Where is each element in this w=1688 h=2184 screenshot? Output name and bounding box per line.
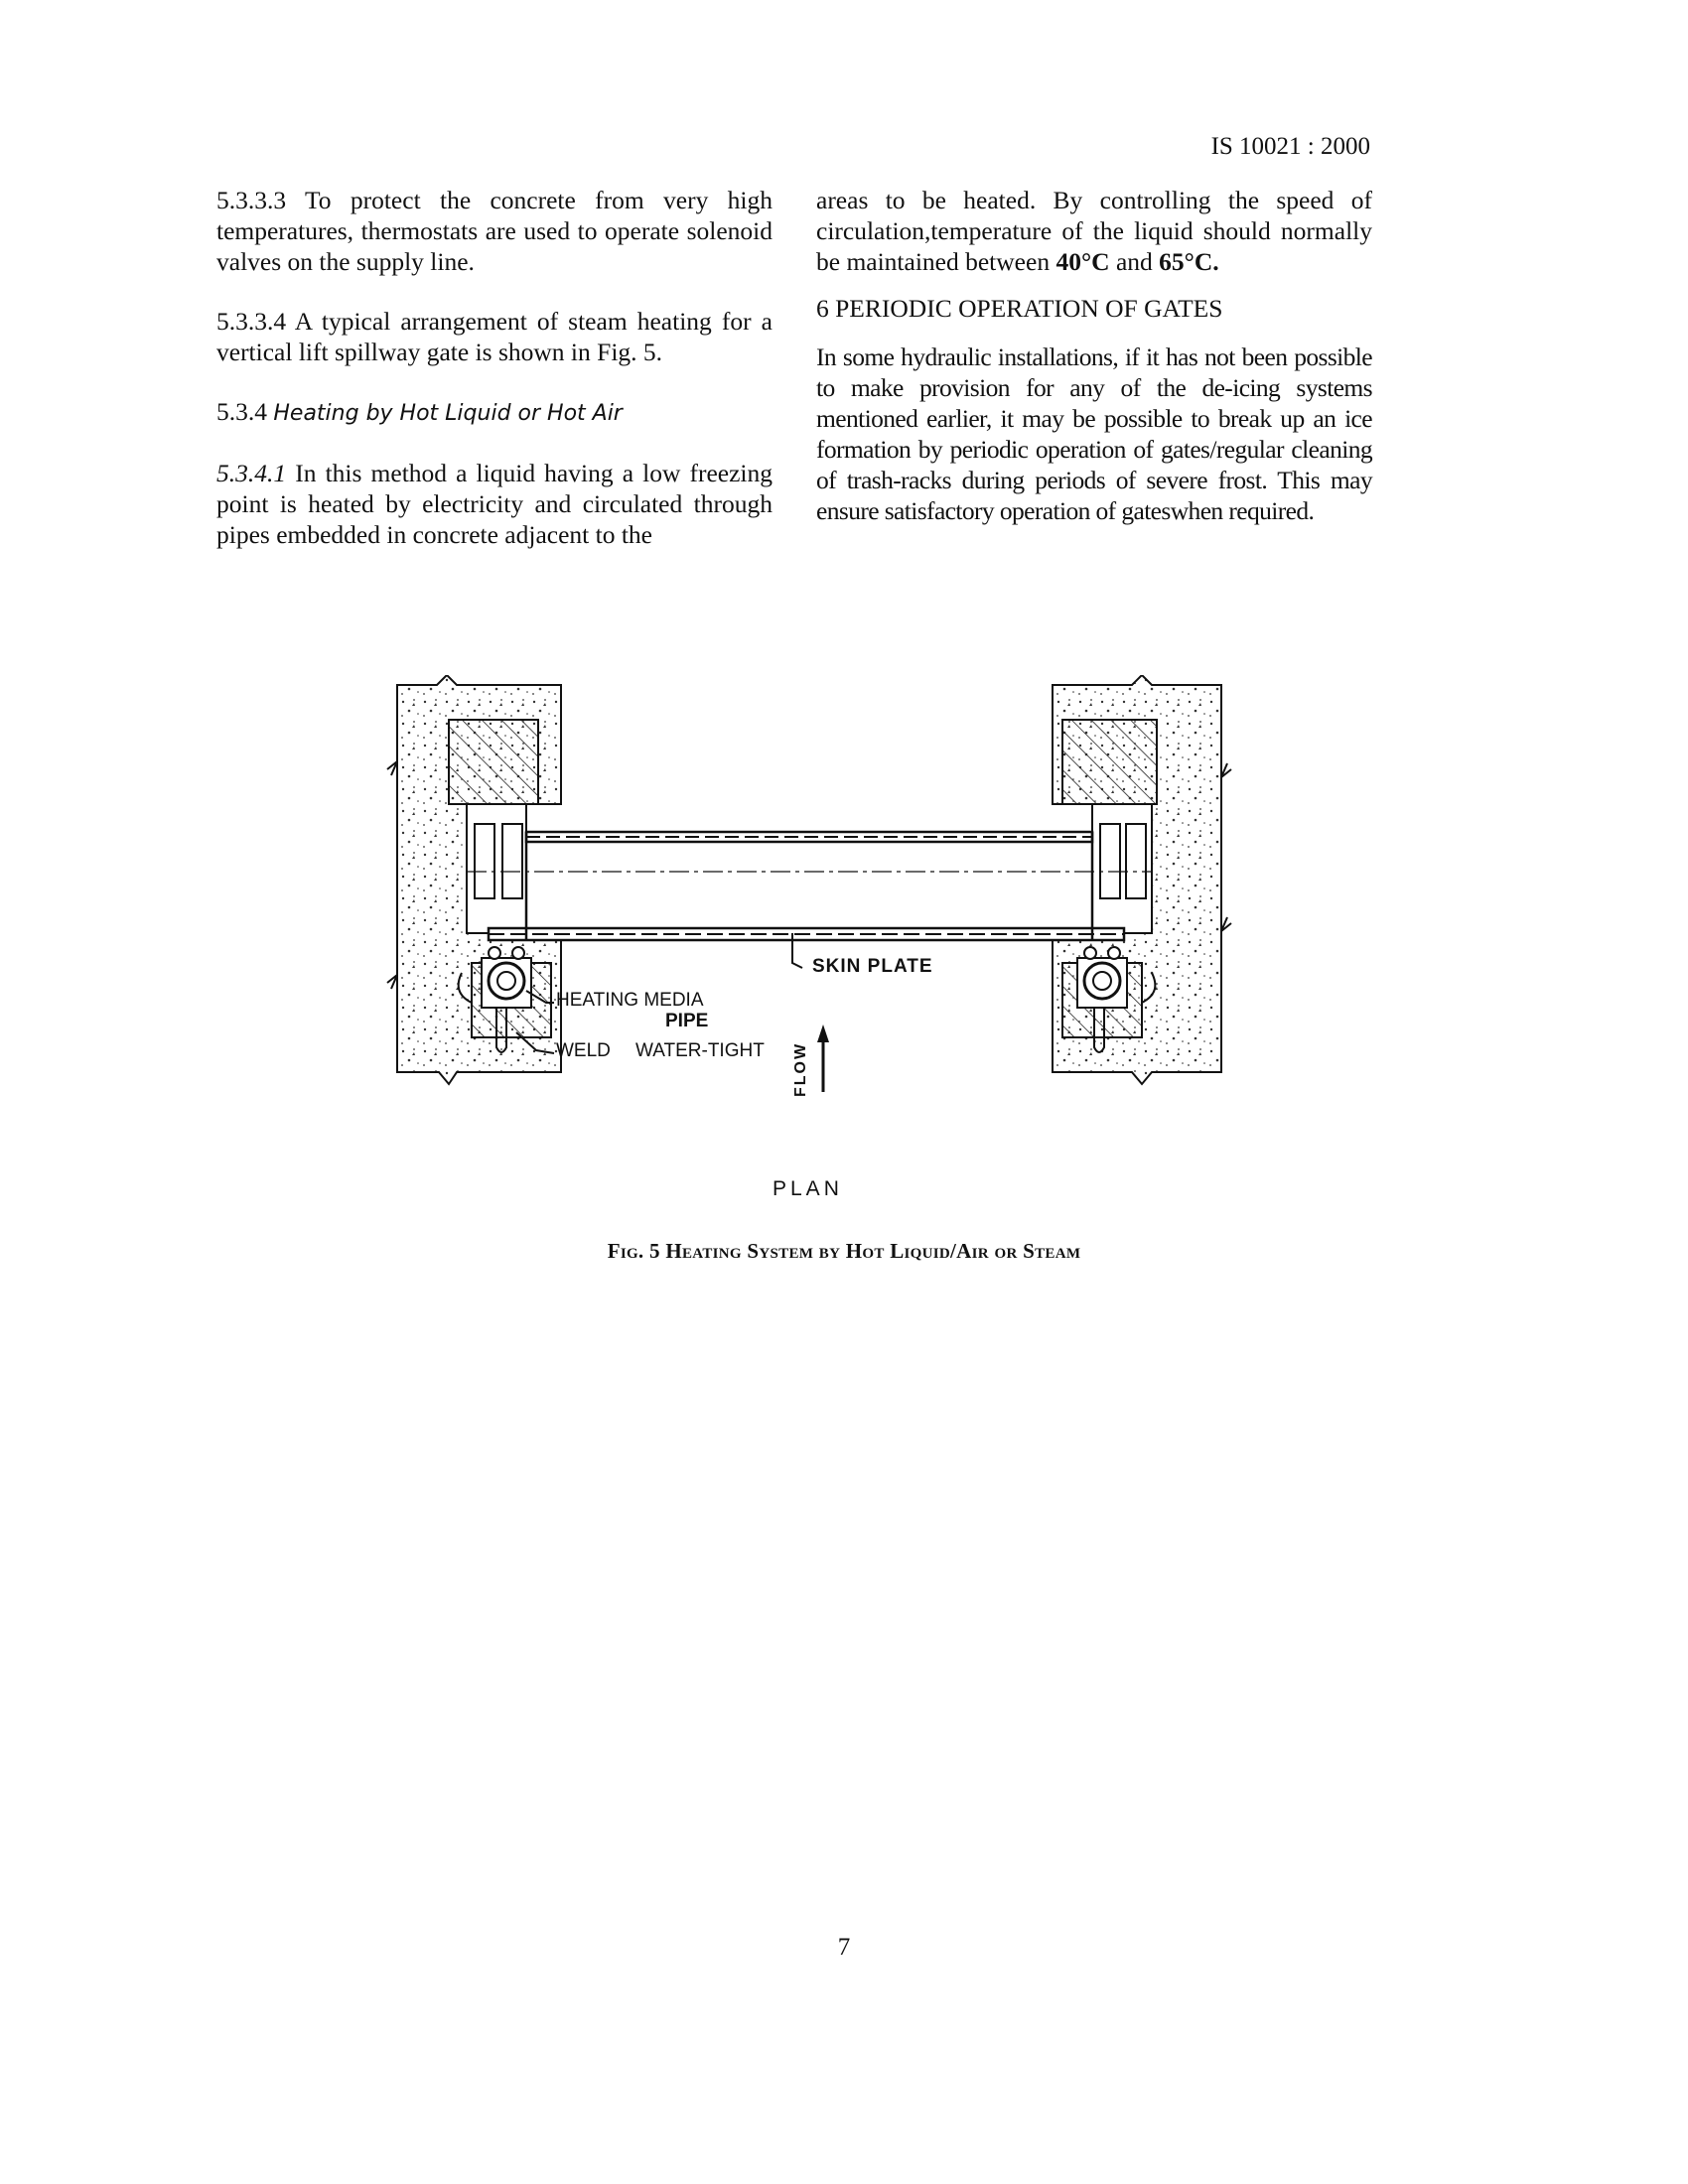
document-code: IS 10021 : 2000 [1210,133,1370,160]
left-column [216,185,773,579]
temperature-high: 65°C. [1159,247,1219,276]
paragraph-5-3-4-1 [216,458,773,550]
right-heating-pipe [1062,947,1155,1052]
label-skin-plate: SKIN PLATE [812,956,933,977]
label-weld: WELD [556,1040,611,1061]
page-number: 7 [837,1934,851,1961]
paragraph-5-3-3-4: 5.3.3.4 A typical arrangement of steam heating for a vertical lift spillway gate is shown in Fig. 5. [216,307,773,366]
flow-arrow-icon [817,1024,829,1092]
plan-drawing [377,675,1251,1211]
paragraph-section-6: In some hydraulic installations, if it has not been possible to make provision for any of the de-icing systems mentioned earlier, it may be possible to break up an ice formation by periodic operation of gates/regular cleaning of trash-racks during periods of severe frost. This may ensure satisfactory operation of gateswhen required. [816,342,1372,525]
label-pipe: PIPE [665,1011,709,1031]
temperature-low: 40°C [1055,247,1110,276]
label-heating-media: HEATING MEDIA [556,990,704,1011]
label-water-tight: WATER-TIGHT [635,1040,765,1061]
figure-caption: Fig. 5 Heating System by Hot Liquid/Air or Steam [607,1239,1081,1263]
right-column [816,185,1372,555]
paragraph-continued [816,185,1372,277]
clause-title: Heating by Hot Liquid or Hot Air [273,401,623,426]
paragraph-text: In this method a liquid having a low freezing point is heated by electricity and circulated through pipes embedded in concrete adjacent to the [216,459,773,549]
left-heating-pipe [459,947,551,1052]
paragraph-text: areas to be heated. By controlling the speed of circulation,temperature of the liquid should normally be maintained between [816,186,1372,276]
clause-5-3-4-heading [216,396,773,429]
clause-number: 5.3.4.1 [216,459,287,487]
label-flow: FLOW [792,1041,809,1097]
conjunction: and [1115,247,1153,276]
clause-number: 5.3.4 [216,397,267,426]
paragraph-5-3-3-3: 5.3.3.3 To protect the concrete from very high temperatures, thermostats are used to operate solenoid valves on the supply line. [216,186,773,276]
label-plan: PLAN [773,1177,843,1200]
gate-body [467,832,1152,940]
figure-plan-drawing [377,675,1251,1211]
section-6-heading: 6 PERIODIC OPERATION OF GATES [816,294,1223,323]
